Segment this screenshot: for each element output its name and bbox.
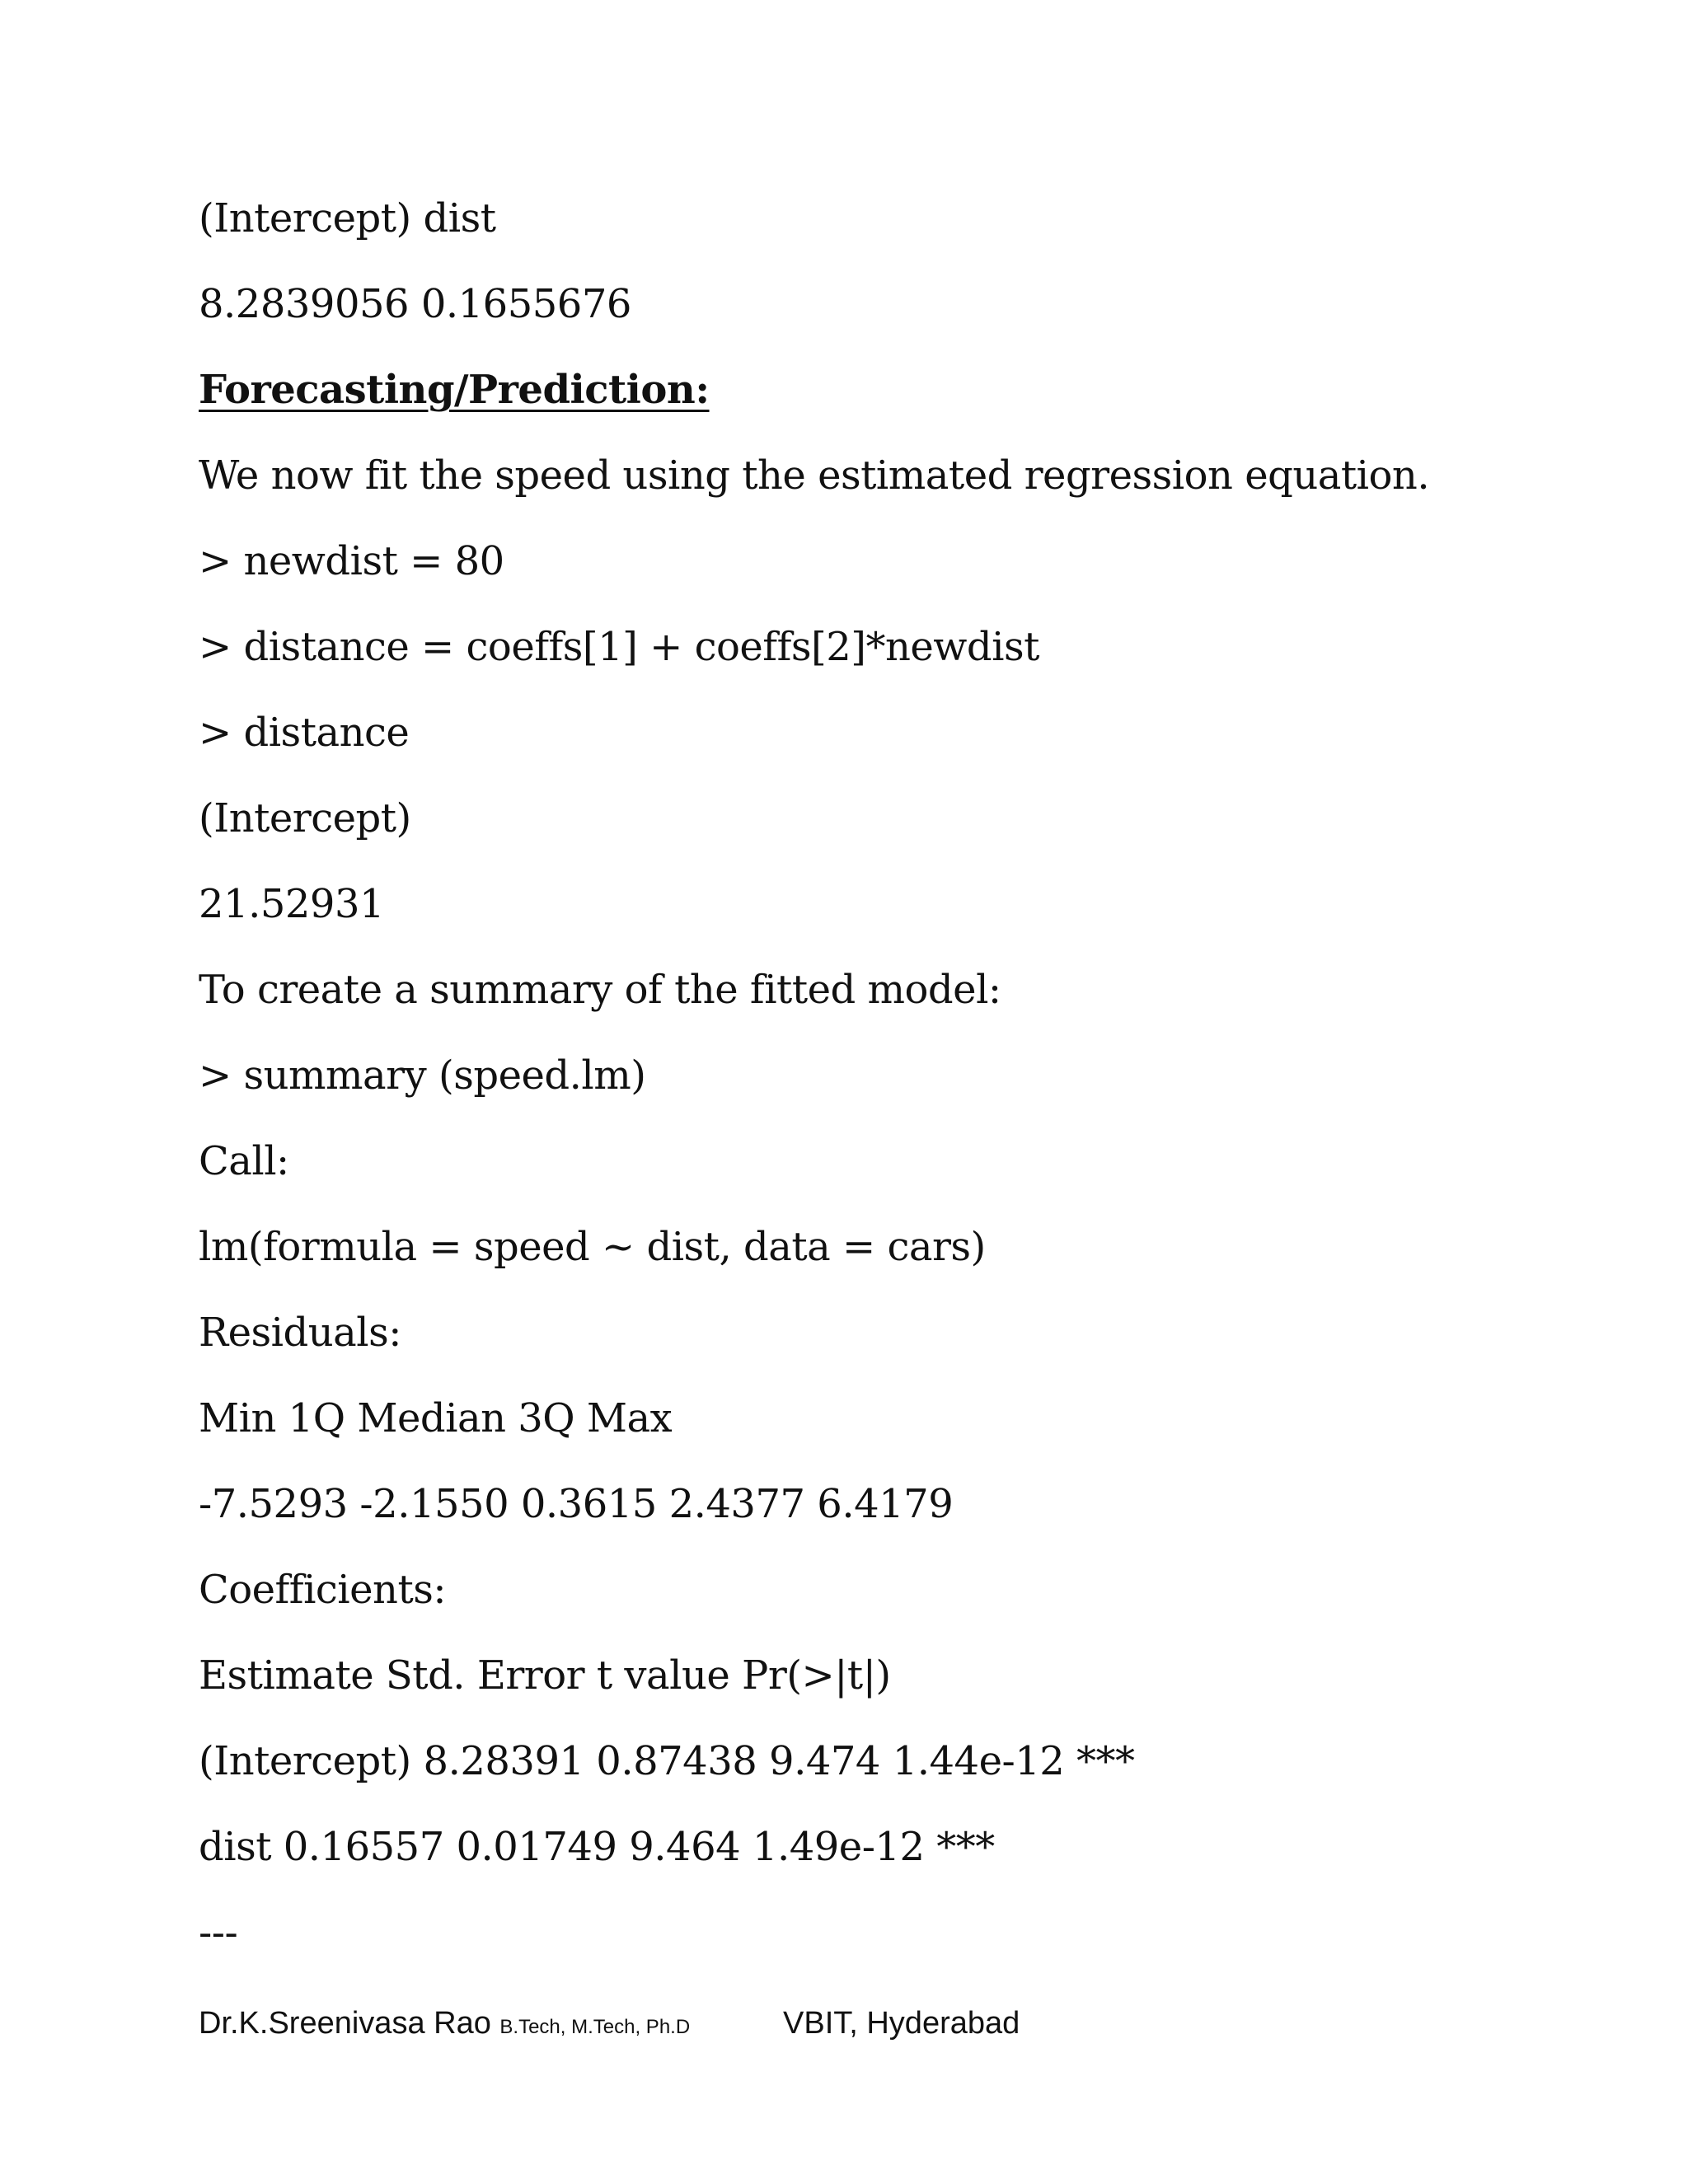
output-line-call-label: Call: [199, 1138, 289, 1184]
text-line-summary-intro: To create a summary of the fitted model: [199, 967, 1001, 1013]
output-line-intercept-row: (Intercept) 8.28391 0.87438 9.474 1.44e-12 *** [199, 1738, 1135, 1784]
text-line-intercept-dist-header: (Intercept) dist [199, 195, 496, 241]
output-line-residuals-header: Min 1Q Median 3Q Max [199, 1395, 673, 1441]
text-line-coefficient-values: 8.2839056 0.1655676 [199, 281, 631, 327]
section-heading-forecasting: Forecasting/Prediction: [199, 367, 710, 413]
code-line-distance: > distance [199, 710, 410, 756]
output-line-coefficients-label: Coefficients: [199, 1567, 447, 1613]
footer-author-credentials: B.Tech, M.Tech, Ph.D [499, 2016, 691, 2038]
code-line-distance-formula: > distance = coeffs[1] + coeffs[2]*newdist [199, 624, 1039, 670]
output-line-residuals-values: -7.5293 -2.1550 0.3615 2.4377 6.4179 [199, 1481, 954, 1527]
code-line-newdist: > newdist = 80 [199, 538, 504, 584]
output-line-dist-row: dist 0.16557 0.01749 9.464 1.49e-12 *** [199, 1824, 995, 1870]
footer-institution: VBIT, Hyderabad [783, 2006, 1020, 2041]
footer-author [199, 2003, 690, 2048]
text-line-fit-description: We now fit the speed using the estimated regression equation. [199, 452, 1430, 499]
footer-author-name: Dr.K.Sreenivasa Rao [199, 2006, 491, 2041]
output-line-coefficients-header: Estimate Std. Error t value Pr(>|t|) [199, 1652, 891, 1699]
output-line-lm-formula: lm(formula = speed ~ dist, data = cars) [199, 1224, 986, 1270]
output-line-residuals-label: Residuals: [199, 1310, 401, 1356]
output-line-intercept-label: (Intercept) [199, 795, 411, 841]
code-line-summary: > summary (speed.lm) [199, 1052, 646, 1099]
output-line-distance-value: 21.52931 [199, 881, 385, 927]
output-line-separator: --- [199, 1910, 238, 1956]
